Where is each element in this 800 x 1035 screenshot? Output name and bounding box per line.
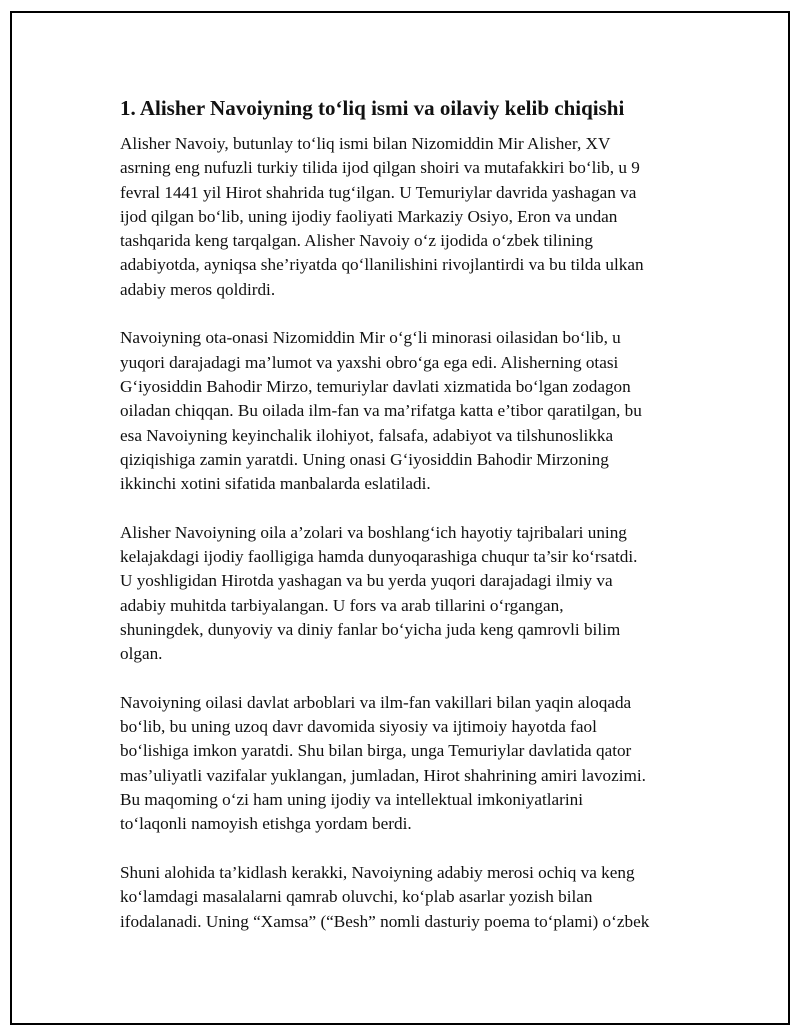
text-line: Alisher Navoiyning oila a’zolari va boshlang‘ich hayotiy tajribalari uning [120,522,627,542]
text-line: G‘iyosiddin Bahodir Mirzo, temuriylar davlati xizmatida bo‘lgan zodagon [120,376,631,396]
text-line: Bu maqoming o‘zi ham uning ijodiy va intellektual imkoniyatlarini [120,790,584,810]
text-line: ko‘lamdagi masalalarni qamrab oluvchi, ko‘plab asarlar yozish bilan [120,887,593,907]
section-heading: 1. Alisher Navoiyning to‘liq ismi va oilaviy kelib chiqishi [120,96,625,120]
text-line: adabiy meros qoldirdi. [120,279,276,299]
text-line: ifodalanadi. Uning “Xamsa” (“Besh” nomli dasturiy poema to‘plami) o‘zbek [120,911,650,931]
text-line: U yoshligidan Hirotda yashagan va bu yerda yuqori darajadagi ilmiy va [120,571,613,591]
paragraph [120,521,690,667]
document-page [10,11,790,1025]
text-line: adabiy muhitda tarbiyalangan. U fors va arab tillarini o‘rgangan, [120,595,564,615]
text-line: fevral 1441 yil Hirot shahrida tug‘ilgan. U Temuriylar davrida yashagan va [120,182,637,202]
text-line: olgan. [120,644,163,664]
text-line: mas’uliyatli vazifalar yuklangan, jumladan, Hirot shahrining amiri lavozimi. [120,765,646,785]
text-line: Shuni alohida ta’kidlash kerakki, Navoiyning adabiy merosi ochiq va keng [120,862,635,882]
text-line: Navoiyning oilasi davlat arboblari va ilm-fan vakillari bilan yaqin aloqada [120,692,632,712]
paragraph [120,861,690,934]
text-line: esa Navoiyning keyinchalik ilohiyot, falsafa, adabiyot va tilshunoslikka [120,425,614,445]
text-line: qiziqishiga zamin yaratdi. Uning onasi G‘iyosiddin Bahodir Mirzoning [120,449,609,469]
text-line: Navoiyning ota-onasi Nizomiddin Mir o‘g‘li minorasi oilasidan bo‘lib, u [120,328,621,348]
text-line: Alisher Navoiy, butunlay to‘liq ismi bilan Nizomiddin Mir Alisher, XV [120,134,611,153]
text-line: tashqarida keng tarqalgan. Alisher Navoiy o‘z ijodida o‘zbek tilining [120,231,593,251]
text-line: to‘laqonli namoyish etishga yordam berdi. [120,814,412,834]
paragraph [120,132,690,302]
text-line: ikkinchi xotini sifatida manbalarda eslatiladi. [120,474,431,494]
text-line: kelajakdagi ijodiy faolligiga hamda dunyoqarashiga chuqur ta’sir ko‘rsatdi. [120,547,638,567]
text-line: yuqori darajadagi ma’lumot va yaxshi obro‘ga ega edi. Alisherning otasi [120,352,619,372]
text-line: asrning eng nufuzli turkiy tilida ijod qilgan shoiri va mutafakkiri bo‘lib, u 9 [120,158,640,178]
text-line: shuningdek, dunyoviy va diniy fanlar bo‘yicha juda keng qamrovli bilim [120,619,621,639]
text-line: adabiyotda, ayniqsa she’riyatda qo‘llanilishini rivojlantirdi va bu tilda ulkan [120,255,644,275]
text-line: oiladan chiqqan. Bu oilada ilm-fan va ma’rifatga katta e’tibor qaratilgan, bu [120,401,642,421]
text-line: bo‘lib, bu uning uzoq davr davomida siyosiy va ijtimoiy hayotda faol [120,717,597,737]
document-content [120,93,690,958]
paragraph [120,691,690,837]
text-line: ijod qilgan bo‘lib, uning ijodiy faoliyati Markaziy Osiyo, Eron va undan [120,206,618,226]
paragraph [120,326,690,496]
text-line: bo‘lishiga imkon yaratdi. Shu bilan birga, unga Temuriylar davlatida qator [120,741,632,761]
